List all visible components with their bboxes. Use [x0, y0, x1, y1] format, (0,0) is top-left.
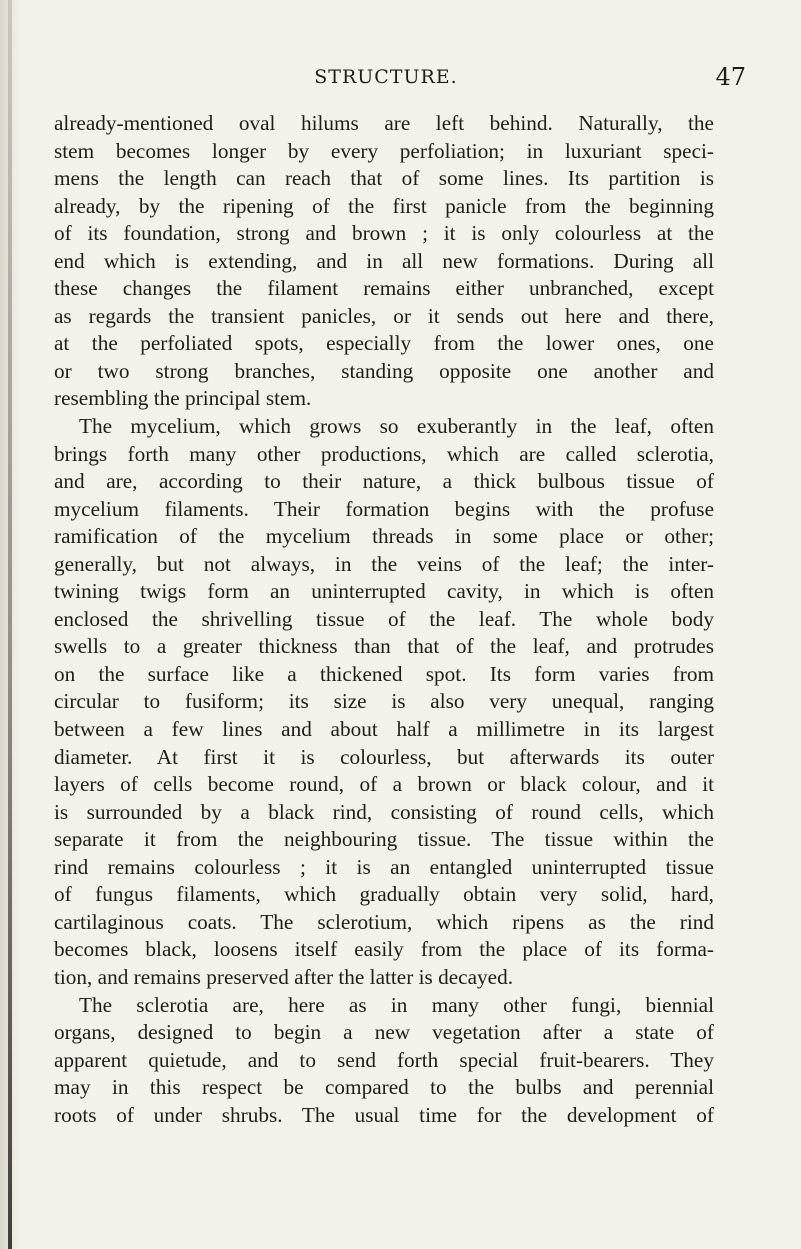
text-line: organs, designed to begin a new vegetation after a state of [54, 1020, 714, 1045]
text-line: brings forth many other productions, which are called sclerotia, [54, 441, 714, 466]
text-line: generally, but not always, in the veins of the leaf; the inter- [54, 551, 714, 576]
text-line: swells to a greater thickness than that of the leaf, and protrudes [54, 634, 714, 659]
text-line: circular to fusiform; its size is also very unequal, ranging [54, 689, 714, 714]
text-line: stem becomes longer by every perfoliation; in luxuriant speci- [54, 138, 714, 163]
running-title: STRUCTURE. [314, 66, 458, 88]
paragraph-start-line: The sclerotia are, here as in many other fungi, biennial [79, 992, 714, 1017]
text-line: apparent quietude, and to send forth special fruit-bearers. They [54, 1047, 714, 1072]
text-line: cartilaginous coats. The sclerotium, which ripens as the rind [54, 909, 714, 934]
paragraph-end-line: resembling the principal stem. [54, 386, 312, 411]
text-line: diameter. At first it is colourless, but afterwards its outer [54, 744, 714, 769]
text-line: mens the length can reach that of some lines. Its partition is [54, 166, 714, 191]
text-line: between a few lines and about half a millimetre in its largest [54, 717, 714, 742]
text-line: already-mentioned oval hilums are left behind. Naturally, the [54, 111, 714, 135]
body-text [54, 110, 714, 1129]
text-line: roots of under shrubs. The usual time for the development of [54, 1102, 714, 1127]
text-line: mycelium filaments. Their formation begins with the profuse [54, 496, 714, 521]
text-line: of fungus filaments, which gradually obtain very solid, hard, [54, 882, 714, 907]
text-line: becomes black, loosens itself easily from the place of its forma- [54, 937, 714, 962]
text-line: already, by the ripening of the first panicle from the beginning [54, 193, 714, 218]
binding-shadow [8, 0, 12, 1249]
text-line: may in this respect be compared to the bulbs and perennial [54, 1075, 714, 1100]
text-line: and are, according to their nature, a thick bulbous tissue of [54, 469, 714, 494]
text-line: layers of cells become round, of a brown or black colour, and it [54, 772, 714, 797]
text-line: on the surface like a thickened spot. Its form varies from [54, 661, 714, 686]
text-line: or two strong branches, standing opposite one another and [54, 358, 714, 383]
paragraph-start-line: The mycelium, which grows so exuberantly in the leaf, often [79, 414, 714, 439]
text-line: end which is extending, and in all new formations. During all [54, 248, 714, 273]
text-line: rind remains colourless ; it is an entangled uninterrupted tissue [54, 854, 714, 879]
text-line: of its foundation, strong and brown ; it is only colourless at the [54, 221, 714, 246]
page-number: 47 [715, 63, 746, 91]
text-line: separate it from the neighbouring tissue. The tissue within the [54, 827, 714, 852]
text-line: ramification of the mycelium threads in some place or other; [54, 524, 714, 549]
text-line: enclosed the shrivelling tissue of the leaf. The whole body [54, 606, 714, 631]
paragraph-end-line: tion, and remains preserved after the latter is decayed. [54, 964, 514, 989]
text-line: at the perfoliated spots, especially from the lower ones, one [54, 331, 714, 356]
text-line: is surrounded by a black rind, consisting of round cells, which [54, 799, 714, 824]
running-header [58, 63, 746, 91]
text-line: twining twigs form an uninterrupted cavity, in which is often [54, 579, 714, 604]
text-line: these changes the filament remains either unbranched, except [54, 276, 714, 301]
text-line: as regards the transient panicles, or it sends out here and there, [54, 303, 714, 328]
